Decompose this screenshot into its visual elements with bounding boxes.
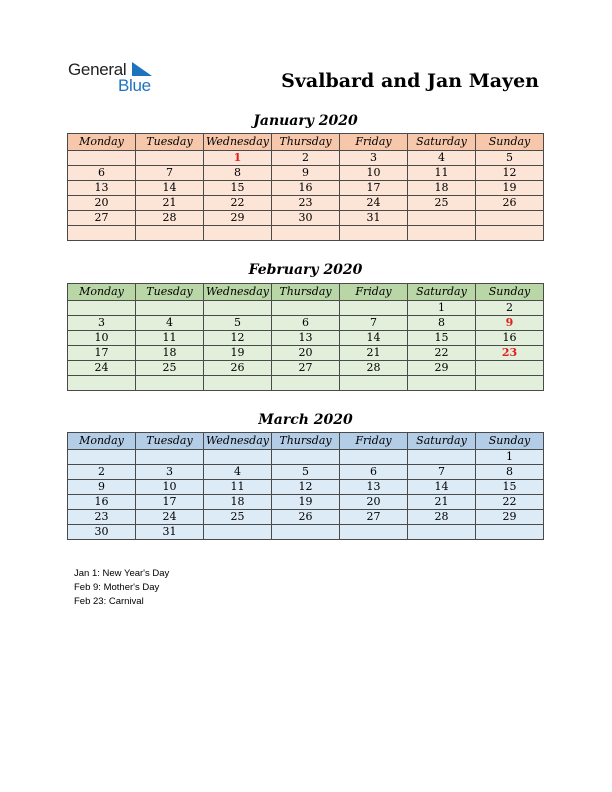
day-cell	[476, 361, 544, 376]
day-cell: 12	[476, 166, 544, 181]
day-cell: 5	[476, 151, 544, 166]
month-table-february	[67, 283, 544, 391]
weekday-header: Sunday	[476, 284, 544, 301]
month-table-march	[67, 432, 544, 540]
day-cell: 29	[476, 510, 544, 525]
holiday-note: Feb 23: Carnival	[74, 596, 144, 607]
day-cell	[204, 226, 272, 241]
weekday-header-row	[68, 134, 544, 151]
logo-triangle-icon	[132, 62, 152, 76]
day-cell: 10	[340, 166, 408, 181]
weekday-header: Wednesday	[204, 433, 272, 450]
week-row	[68, 480, 544, 495]
day-cell	[68, 151, 136, 166]
day-cell: 7	[340, 316, 408, 331]
day-cell: 19	[476, 181, 544, 196]
day-cell: 6	[272, 316, 340, 331]
day-cell: 25	[136, 361, 204, 376]
day-cell: 24	[340, 196, 408, 211]
weekday-header: Monday	[68, 134, 136, 151]
day-cell: 7	[136, 166, 204, 181]
day-cell: 31	[340, 211, 408, 226]
week-row	[68, 166, 544, 181]
day-cell: 22	[476, 495, 544, 510]
day-cell: 26	[204, 361, 272, 376]
logo-general-text: General	[68, 60, 127, 79]
day-cell	[68, 226, 136, 241]
day-cell: 25	[204, 510, 272, 525]
day-cell: 18	[408, 181, 476, 196]
day-cell: 29	[204, 211, 272, 226]
day-cell: 27	[68, 211, 136, 226]
logo-blue-text: Blue	[118, 76, 151, 95]
day-cell: 3	[136, 465, 204, 480]
day-cell	[408, 211, 476, 226]
day-cell: 1	[408, 301, 476, 316]
week-row	[68, 331, 544, 346]
day-cell	[408, 450, 476, 465]
day-cell: 10	[136, 480, 204, 495]
day-cell: 17	[68, 346, 136, 361]
day-cell: 20	[340, 495, 408, 510]
weekday-header: Thursday	[272, 433, 340, 450]
day-cell: 8	[476, 465, 544, 480]
day-cell: 19	[272, 495, 340, 510]
week-row	[68, 151, 544, 166]
weekday-header: Monday	[68, 433, 136, 450]
day-cell: 11	[204, 480, 272, 495]
week-row	[68, 465, 544, 480]
weekday-header: Sunday	[476, 134, 544, 151]
day-cell: 8	[204, 166, 272, 181]
day-cell: 7	[408, 465, 476, 480]
week-row	[68, 495, 544, 510]
day-cell: 15	[476, 480, 544, 495]
day-cell	[272, 450, 340, 465]
day-cell: 19	[204, 346, 272, 361]
month-table-january	[67, 133, 544, 241]
weekday-header: Thursday	[272, 284, 340, 301]
day-cell	[136, 301, 204, 316]
weekday-header: Tuesday	[136, 284, 204, 301]
day-cell: 16	[68, 495, 136, 510]
day-cell: 27	[272, 361, 340, 376]
week-row	[68, 316, 544, 331]
weekday-header: Monday	[68, 284, 136, 301]
holiday-notes	[74, 567, 169, 609]
day-cell: 9	[68, 480, 136, 495]
weekday-header-row	[68, 284, 544, 301]
week-row	[68, 226, 544, 241]
week-row	[68, 196, 544, 211]
day-cell	[204, 301, 272, 316]
day-cell: 24	[68, 361, 136, 376]
day-cell	[272, 376, 340, 391]
general-blue-logo	[68, 60, 168, 96]
day-cell: 10	[68, 331, 136, 346]
day-cell: 23	[68, 510, 136, 525]
day-cell: 4	[204, 465, 272, 480]
day-cell: 18	[204, 495, 272, 510]
day-cell: 15	[408, 331, 476, 346]
holiday-note: Jan 1: New Year's Day	[74, 568, 170, 579]
day-cell	[136, 226, 204, 241]
day-cell	[408, 226, 476, 241]
day-cell: 29	[408, 361, 476, 376]
day-cell: 9	[272, 166, 340, 181]
holiday-note: Feb 9: Mother's Day	[74, 582, 160, 593]
day-cell	[408, 525, 476, 540]
day-cell: 26	[476, 196, 544, 211]
day-cell	[272, 226, 340, 241]
day-cell: 2	[476, 301, 544, 316]
weekday-header: Wednesday	[204, 134, 272, 151]
day-cell: 30	[68, 525, 136, 540]
day-cell	[340, 376, 408, 391]
day-cell: 3	[340, 151, 408, 166]
day-cell: 14	[408, 480, 476, 495]
week-row	[68, 450, 544, 465]
day-cell	[476, 226, 544, 241]
day-cell: 1	[476, 450, 544, 465]
day-cell: 23	[272, 196, 340, 211]
day-cell: 1	[204, 151, 272, 166]
weekday-header: Thursday	[272, 134, 340, 151]
day-cell: 6	[68, 166, 136, 181]
day-cell	[136, 151, 204, 166]
week-row	[68, 181, 544, 196]
day-cell: 30	[272, 211, 340, 226]
weekday-header: Tuesday	[136, 134, 204, 151]
day-cell: 28	[340, 361, 408, 376]
month-title: February 2020	[248, 262, 363, 278]
day-cell: 18	[136, 346, 204, 361]
day-cell: 17	[340, 181, 408, 196]
day-cell	[476, 525, 544, 540]
day-cell	[340, 226, 408, 241]
day-cell: 4	[136, 316, 204, 331]
day-cell	[340, 450, 408, 465]
day-cell: 23	[476, 346, 544, 361]
day-cell: 5	[204, 316, 272, 331]
day-cell: 5	[272, 465, 340, 480]
day-cell: 9	[476, 316, 544, 331]
week-row	[68, 525, 544, 540]
day-cell: 28	[408, 510, 476, 525]
day-cell	[272, 301, 340, 316]
weekday-header: Saturday	[408, 134, 476, 151]
month-title: March 2020	[258, 412, 353, 428]
day-cell	[136, 450, 204, 465]
day-cell: 16	[272, 181, 340, 196]
day-cell: 11	[136, 331, 204, 346]
day-cell	[68, 450, 136, 465]
weekday-header: Friday	[340, 134, 408, 151]
week-row	[68, 510, 544, 525]
day-cell: 22	[204, 196, 272, 211]
day-cell: 14	[340, 331, 408, 346]
day-cell	[204, 525, 272, 540]
weekday-header: Sunday	[476, 433, 544, 450]
weekday-header: Friday	[340, 284, 408, 301]
day-cell: 26	[272, 510, 340, 525]
day-cell: 21	[340, 346, 408, 361]
day-cell	[340, 301, 408, 316]
day-cell	[68, 376, 136, 391]
day-cell: 25	[408, 196, 476, 211]
day-cell: 2	[68, 465, 136, 480]
day-cell	[204, 376, 272, 391]
weekday-header: Wednesday	[204, 284, 272, 301]
day-cell	[204, 450, 272, 465]
day-cell: 16	[476, 331, 544, 346]
week-row	[68, 346, 544, 361]
day-cell: 21	[408, 495, 476, 510]
country-title: Svalbard and Jan Mayen	[281, 70, 539, 92]
day-cell	[136, 376, 204, 391]
day-cell: 13	[272, 331, 340, 346]
day-cell: 20	[68, 196, 136, 211]
day-cell: 24	[136, 510, 204, 525]
day-cell: 20	[272, 346, 340, 361]
day-cell: 27	[340, 510, 408, 525]
week-row	[68, 301, 544, 316]
weekday-header: Saturday	[408, 433, 476, 450]
day-cell: 11	[408, 166, 476, 181]
day-cell: 4	[408, 151, 476, 166]
day-cell: 8	[408, 316, 476, 331]
day-cell: 12	[272, 480, 340, 495]
weekday-header-row	[68, 433, 544, 450]
day-cell: 13	[340, 480, 408, 495]
day-cell	[340, 525, 408, 540]
day-cell: 15	[204, 181, 272, 196]
day-cell	[272, 525, 340, 540]
week-row	[68, 376, 544, 391]
day-cell: 28	[136, 211, 204, 226]
day-cell: 2	[272, 151, 340, 166]
month-title: January 2020	[253, 113, 358, 129]
week-row	[68, 211, 544, 226]
day-cell: 3	[68, 316, 136, 331]
day-cell: 6	[340, 465, 408, 480]
day-cell: 22	[408, 346, 476, 361]
day-cell: 13	[68, 181, 136, 196]
day-cell: 17	[136, 495, 204, 510]
day-cell	[476, 376, 544, 391]
day-cell: 31	[136, 525, 204, 540]
day-cell: 14	[136, 181, 204, 196]
day-cell: 12	[204, 331, 272, 346]
week-row	[68, 361, 544, 376]
weekday-header: Tuesday	[136, 433, 204, 450]
weekday-header: Friday	[340, 433, 408, 450]
day-cell	[476, 211, 544, 226]
day-cell	[68, 301, 136, 316]
weekday-header: Saturday	[408, 284, 476, 301]
day-cell	[408, 376, 476, 391]
day-cell: 21	[136, 196, 204, 211]
